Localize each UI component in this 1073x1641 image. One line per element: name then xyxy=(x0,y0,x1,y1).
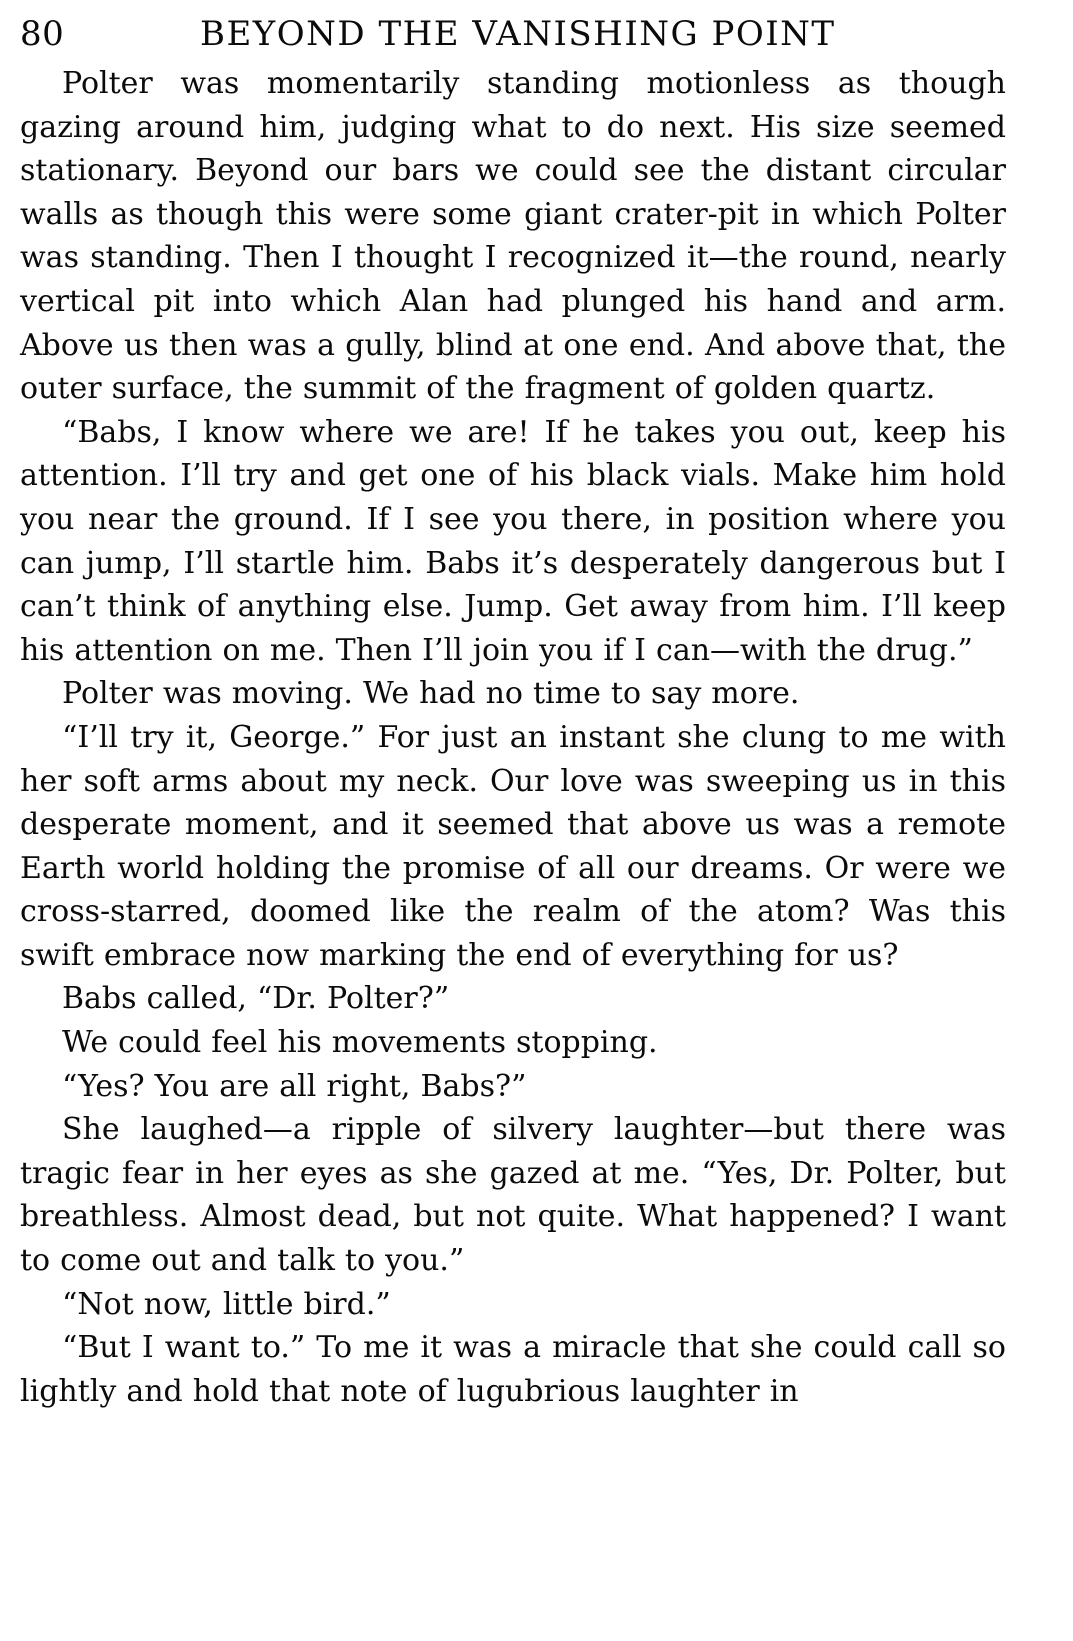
paragraph-10: “But I want to.” To me it was a miracle that she could call so lightly and hold that note of lugubrious laughter in xyxy=(20,1330,1006,1409)
paragraph-1: Polter was momentarily standing motionless as though gazing around him, judging what to do next. His size seemed stationary. Beyond our bars we could see the distant circular walls as though this were some giant crater-pit in which Polter was standing. Then I thought I recognized it—the round, nearly vertical pit into which Alan had plunged his hand and arm. Above us then was a gully, blind at one end. And above that, the outer surface, the summit of the fragment of golden quartz. xyxy=(20,66,1006,407)
body-text xyxy=(20,62,1006,1413)
book-page xyxy=(20,14,1006,1413)
paragraph-9: “Not now, little bird.” xyxy=(62,1286,391,1322)
paragraph-2: “Babs, I know where we are! If he takes you out, keep his attention. I’ll try and get one of his black vials. Make him hold you near the ground. If I see you there, in position where you can jump, I’ll startle him. Babs it’s desperately dangerous but I can’t think of anything else. Jump. Get away from him. I’ll keep his attention on me. Then I’ll join you if I can—with the drug.” xyxy=(20,414,1006,668)
paragraph-7: “Yes? You are all right, Babs?” xyxy=(62,1068,527,1104)
paragraph-5: Babs called, “Dr. Polter?” xyxy=(62,981,450,1017)
paragraph-8: She laughed—a ripple of silvery laughter—but there was tragic fear in her eyes as she gazed at me. “Yes, Dr. Polter, but breathless. Almost dead, but not quite. What happened? I want to come out and talk to you.” xyxy=(20,1112,1006,1279)
page-number: 80 xyxy=(20,14,65,54)
paragraph-4: “I’ll try it, George.” For just an instant she clung to me with her soft arms about my neck. Our love was sweeping us in this desperate moment, and it seemed that above us was a remote Earth world holding the promise of all our dreams. Or were we cross-starred, doomed like the realm of the atom? Was this swift embrace now marking the end of everything for us? xyxy=(20,719,1006,973)
page-header xyxy=(20,14,1006,60)
running-head: BEYOND THE VANISHING POINT xyxy=(200,14,836,54)
paragraph-6: We could feel his movements stopping. xyxy=(62,1025,658,1061)
paragraph-3: Polter was moving. We had no time to say more. xyxy=(62,676,800,712)
